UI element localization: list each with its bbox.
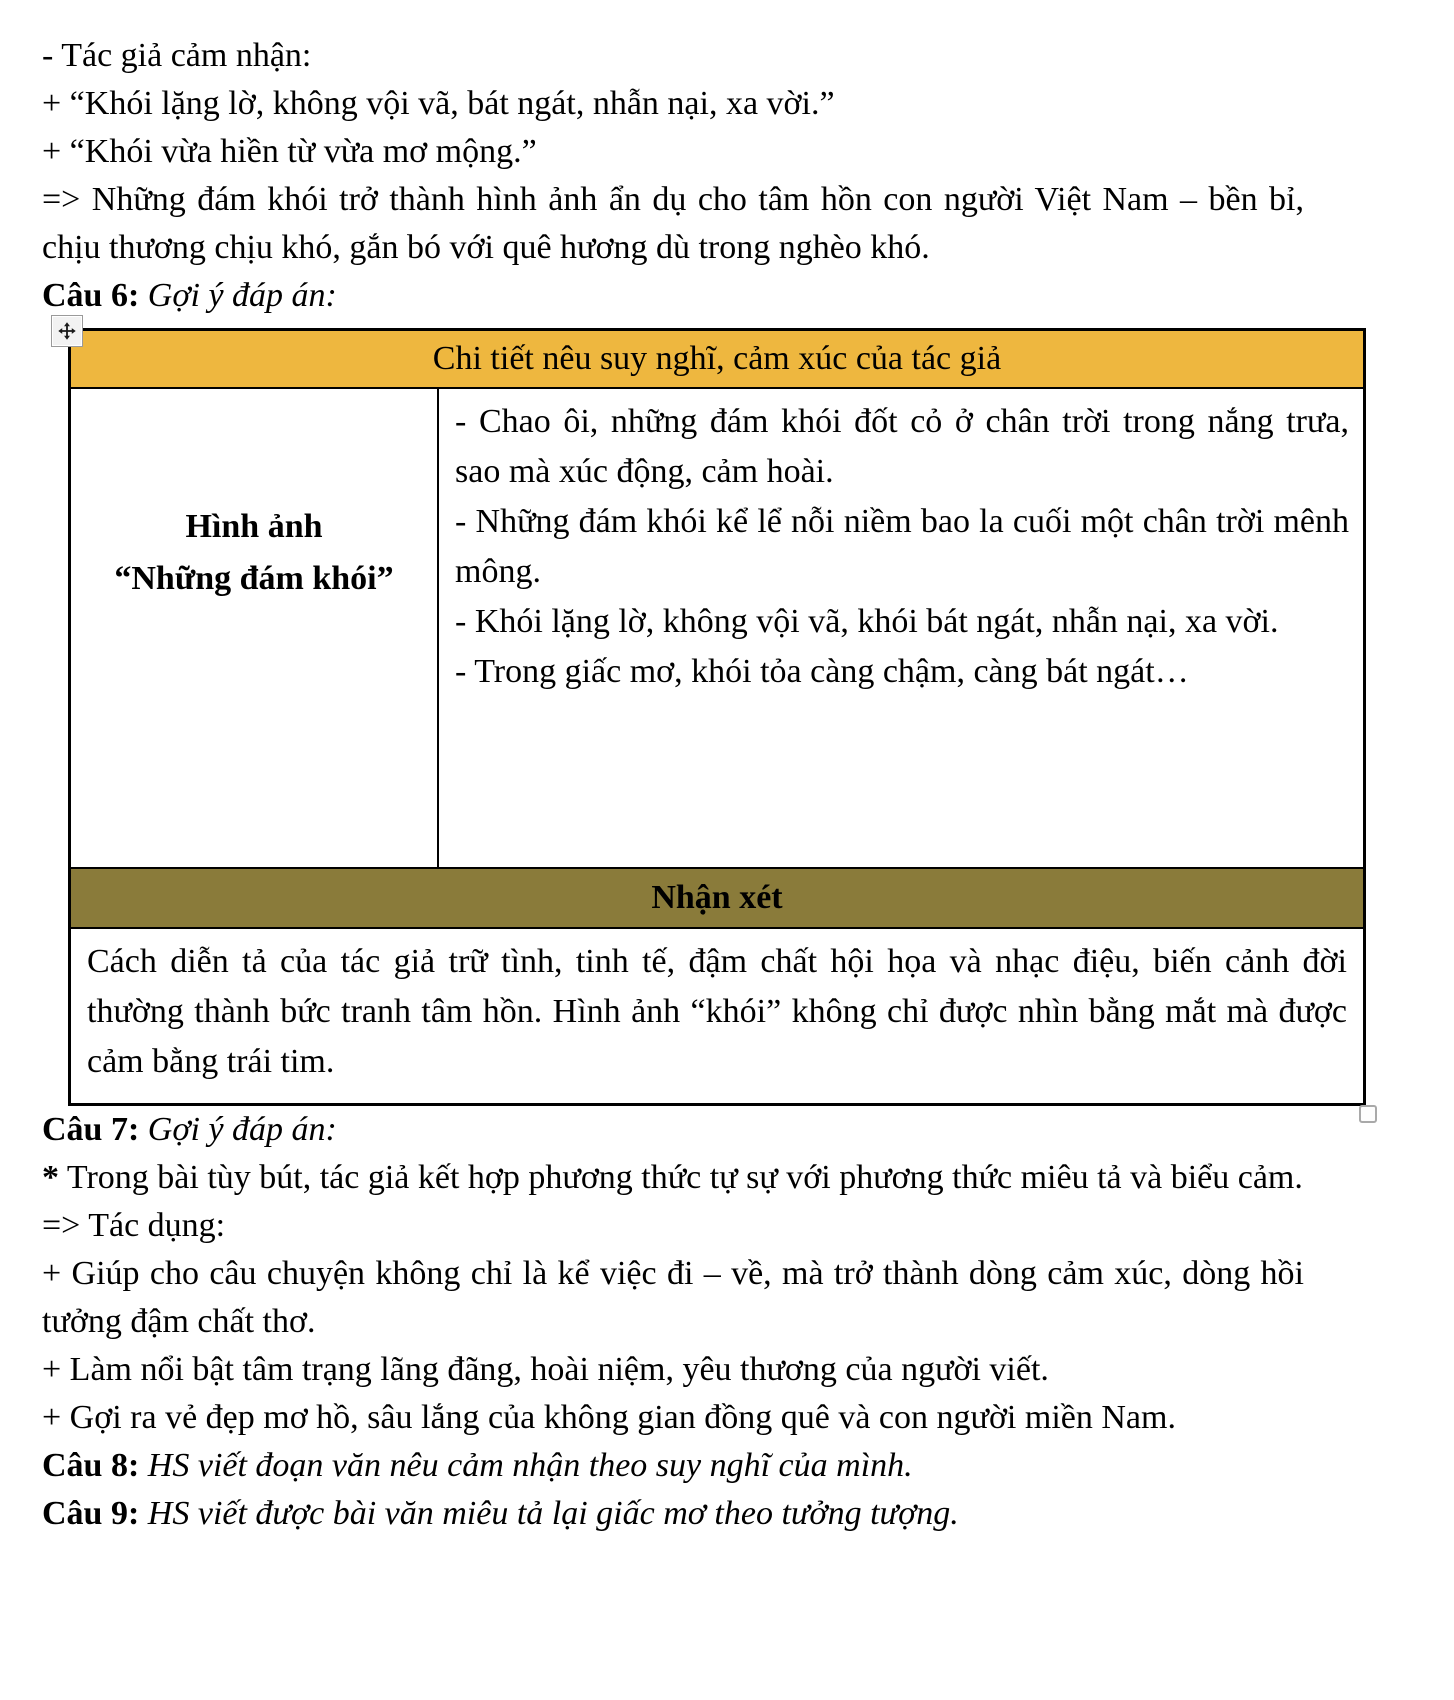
intro-line-3: + “Khói vừa hiền từ vừa mơ mộng.” [42, 133, 537, 170]
cau7-label: Câu 7: [42, 1111, 140, 1148]
cau7-line-1-text: Trong bài tùy bút, tác giả kết hợp phương thức tự sự với phương thức miêu tả và biểu cảm. [66, 1159, 1303, 1196]
intro-line-4: => Những đám khói trở thành hình ảnh ẩn dụ cho tâm hồn con người Việt Nam – bền bỉ, chịu thương chịu khó, gắn bó với quê hương dù trong nghèo khó. [42, 181, 1304, 266]
table-main-row [71, 389, 1363, 869]
cau7-line-1 [42, 1154, 1304, 1202]
cau8-text: HS viết đoạn văn nêu cảm nhận theo suy nghĩ của mình. [147, 1447, 913, 1484]
intro-line-1: - Tác giả cảm nhận: [42, 37, 312, 74]
cau8-heading [42, 1442, 1304, 1490]
cau7-hint: Gợi ý đáp án: [147, 1111, 337, 1148]
cau7-marker: * [42, 1159, 59, 1196]
answer-table [68, 328, 1366, 1106]
cau9-label: Câu 9: [42, 1495, 140, 1532]
document-content [42, 32, 1349, 1538]
table-row-label-cell [71, 389, 439, 867]
cau7-line-3: + Giúp cho câu chuyện không chỉ là kể việc đi – về, mà trở thành dòng cảm xúc, dòng hồi tưởng đậm chất thơ. [42, 1255, 1304, 1340]
cau6-hint: Gợi ý đáp án: [147, 277, 337, 314]
detail-item: - Khói lặng lờ, không vội vã, khói bát ngát, nhẫn nại, xa vời. [455, 603, 1279, 640]
cau7-heading [42, 1106, 1304, 1154]
cau7-line-4: + Làm nổi bật tâm trạng lãng đãng, hoài niệm, yêu thương của người viết. [42, 1351, 1049, 1388]
table-move-handle-icon[interactable] [51, 315, 83, 347]
row-label-line2: “Những đám khói” [114, 560, 394, 597]
cau6-label: Câu 6: [42, 277, 140, 314]
cau7-line-5: + Gợi ra vẻ đẹp mơ hồ, sâu lắng của không gian đồng quê và con người miền Nam. [42, 1399, 1176, 1436]
cau9-text: HS viết được bài văn miêu tả lại giấc mơ theo tưởng tượng. [147, 1495, 959, 1532]
table-header-cell: Chi tiết nêu suy nghĩ, cảm xúc của tác giả [71, 331, 1363, 389]
review-body-cell: Cách diễn tả của tác giả trữ tình, tinh tế, đậm chất hội họa và nhạc điệu, biến cảnh đời thường thành bức tranh tâm hồn. Hình ảnh “khói” không chỉ được nhìn bằng mắt mà được cảm bằng trái tim. [87, 943, 1347, 1080]
table-resize-handle[interactable] [1359, 1105, 1377, 1123]
intro-line-2: + “Khói lặng lờ, không vội vã, bát ngát, nhẫn nại, xa vời.” [42, 85, 835, 122]
detail-item: - Chao ôi, những đám khói đốt cỏ ở chân trời trong nắng trưa, sao mà xúc động, cảm hoài. [455, 403, 1349, 490]
cau6-heading [42, 272, 1304, 320]
row-label-line1: Hình ảnh [185, 508, 323, 545]
cau8-label: Câu 8: [42, 1447, 140, 1484]
review-header-cell: Nhận xét [71, 869, 1363, 929]
detail-item: - Trong giấc mơ, khói tỏa càng chậm, càng bát ngát… [455, 653, 1189, 690]
cau7-line-2: => Tác dụng: [42, 1207, 226, 1244]
cau9-heading [42, 1490, 1304, 1538]
table-detail-cell [439, 389, 1363, 867]
detail-item: - Những đám khói kể lể nỗi niềm bao la cuối một chân trời mênh mông. [455, 503, 1349, 590]
